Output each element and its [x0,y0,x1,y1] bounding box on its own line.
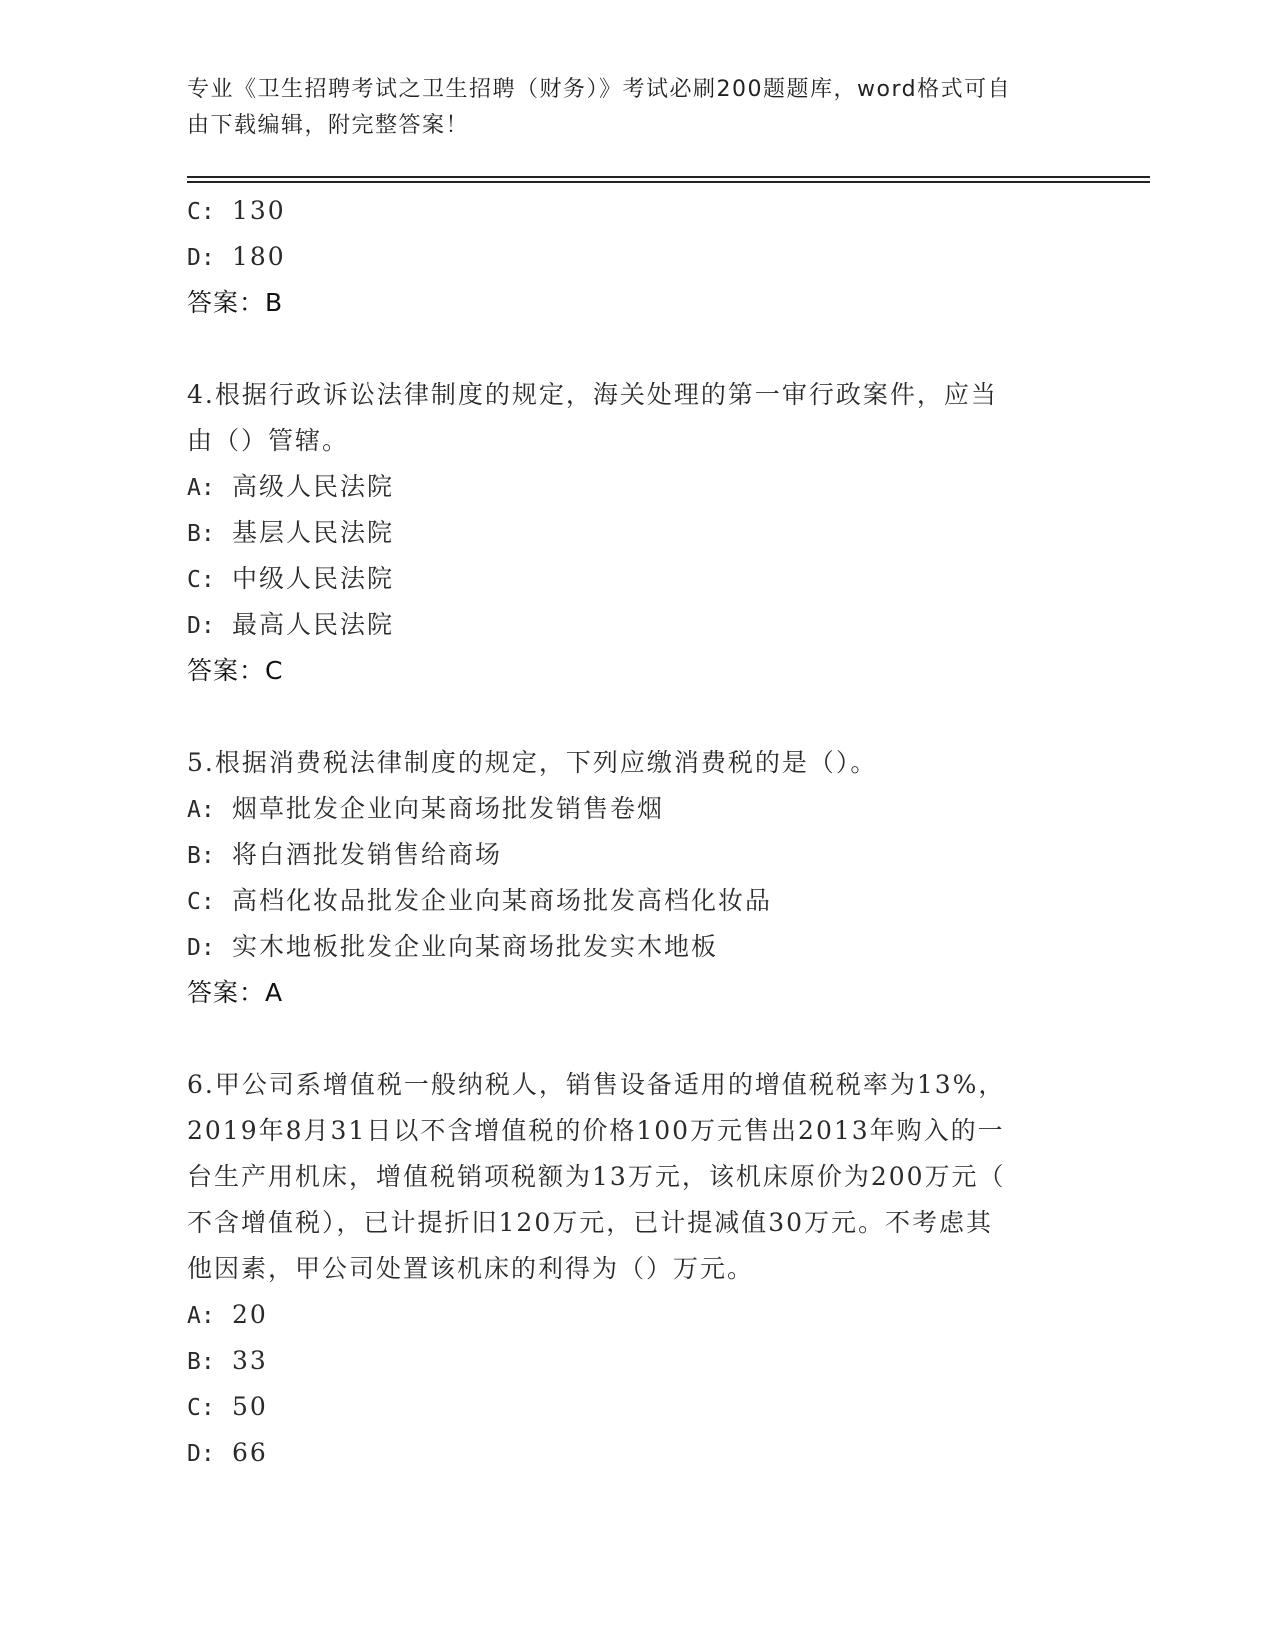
option-letter: C: [187,567,215,593]
option-a [187,464,1087,510]
question-stem-line: 2019年8月31日以不含增值税的价格100万元售出2013年购入的一 [187,1116,1005,1145]
option-letter: D: [187,935,215,961]
document-body [187,188,1087,1476]
option-d [187,1430,1087,1476]
answer-line: 答案：B [187,288,284,317]
question-stem-line: 他因素，甲公司处置该机床的利得为（）万元。 [187,1254,755,1283]
answer-line: 答案：C [187,656,284,685]
option-text: 基层人民法院 [232,518,395,547]
option-letter: B: [187,843,215,869]
option-letter: C: [187,1395,215,1421]
option-text: 50 [232,1392,268,1421]
option-text: 高档化妆品批发企业向某商场批发高档化妆品 [232,886,773,915]
option-c [187,188,1087,234]
option-text: 66 [232,1438,268,1467]
option-letter: C: [187,199,215,225]
option-text: 20 [232,1300,268,1329]
option-letter: D: [187,245,215,271]
question-stem-line: 5.根据消费税法律制度的规定，下列应缴消费税的是（）。 [187,748,878,777]
option-letter: D: [187,613,215,639]
option-b [187,510,1087,556]
option-d [187,924,1087,970]
option-a [187,786,1087,832]
option-b [187,1338,1087,1384]
question-stem-line: 由（）管辖。 [187,426,350,455]
option-letter: A: [187,475,215,501]
option-c [187,1384,1087,1430]
option-c [187,878,1087,924]
question-4 [187,372,1087,694]
option-letter: A: [187,1303,215,1329]
option-c [187,556,1087,602]
option-letter: B: [187,521,215,547]
option-letter: A: [187,797,215,823]
question-stem-line: 台生产用机床，增值税销项税额为13万元，该机床原价为200万元（ [187,1162,1006,1191]
question-5 [187,740,1087,1016]
option-d [187,602,1087,648]
option-letter: B: [187,1349,215,1375]
header-rule-bottom [187,181,1150,183]
option-letter: D: [187,1441,215,1467]
option-a [187,1292,1087,1338]
document-header [187,72,1067,144]
option-text: 180 [232,242,286,271]
question-stem-line: 4.根据行政诉讼法律制度的规定，海关处理的第一审行政案件，应当 [187,380,998,409]
option-text: 33 [232,1346,268,1375]
option-text: 实木地板批发企业向某商场批发实木地板 [232,932,719,961]
option-text: 高级人民法院 [232,472,395,501]
header-line-2: 由下载编辑，附完整答案！ [187,113,470,138]
option-text: 最高人民法院 [232,610,395,639]
option-text: 将白酒批发销售给商场 [232,840,503,869]
option-text: 烟草批发企业向某商场批发销售卷烟 [232,794,665,823]
question-3-continuation [187,188,1087,326]
option-text: 中级人民法院 [232,564,395,593]
answer-line: 答案：A [187,978,284,1007]
question-stem-line: 不含增值税），已计提折旧120万元，已计提减值30万元。不考虑其 [187,1208,994,1237]
question-6 [187,1062,1087,1476]
header-line-1: 专业《卫生招聘考试之卫生招聘（财务）》考试必刷200题题库，word格式可自 [187,77,1012,102]
option-text: 130 [232,196,286,225]
option-letter: C: [187,889,215,915]
option-d [187,234,1087,280]
header-rule-top [187,176,1150,178]
option-b [187,832,1087,878]
question-stem-line: 6.甲公司系增值税一般纳税人，销售设备适用的增值税税率为13%， [187,1070,1006,1099]
